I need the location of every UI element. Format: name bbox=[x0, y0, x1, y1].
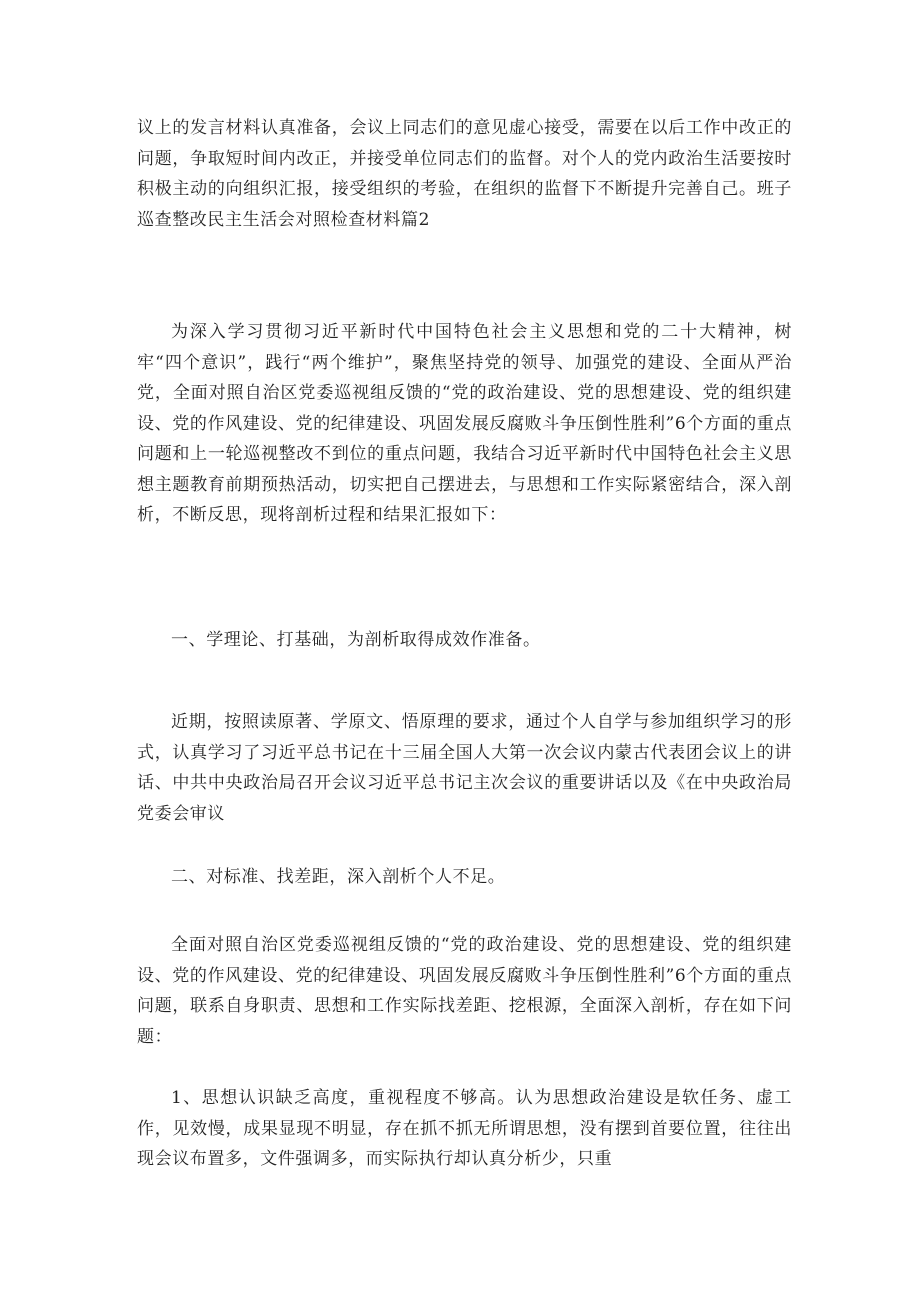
section-heading-1: 一、学理论、打基础，为剖析取得成效作准备。 bbox=[171, 630, 541, 650]
section-heading-2: 二、对标准、找差距，深入剖析个人不足。 bbox=[171, 867, 506, 887]
paragraph-problem-1: 1、思想认识缺乏高度，重视程度不够高。认为思想政治建设是软任务、虚工作，见效慢，成果显现不明显，存在抓不抓无所谓思想，没有摆到首要位置，往往出现会议布置多，文件强调多，而实际执行却认真分析少，只重 bbox=[137, 1088, 792, 1169]
paragraph-continuation: 议上的发言材料认真准备，会议上同志们的意见虚心接受，需要在以后工作中改正的问题，争取短时间内改正，并接受单位同志们的监督。对个人的党内政治生活要按时积极主动的向组织汇报，接受组织的考验，在组织的监督下不断提升完善自己。班子巡查整改民主生活会对照检查材料篇2 bbox=[137, 118, 792, 230]
paragraph-study: 近期，按照读原著、学原文、悟原理的要求，通过个人自学与参加组织学习的形式，认真学习了习近平总书记在十三届全国人大第一次会议内蒙古代表团会议上的讲话、中共中央政治局召开会议习近平总书记主次会议的重要讲话以及《在中央政治局党委会审议 bbox=[137, 712, 792, 824]
paragraph-intro: 为深入学习贯彻习近平新时代中国特色社会主义思想和党的二十大精神，树牢“四个意识”，践行“两个维护”，聚焦坚持党的领导、加强党的建设、全面从严治党，全面对照自治区党委巡视组反馈的“党的政治建设、党的思想建设、党的组织建设、党的作风建设、党的纪律建设、巩固发展反腐败斗争压倒性胜利”6个方面的重点问题和上一轮巡视整改不到位的重点问题，我结合习近平新时代中国特色社会主义思想主题教育前期预热活动，切实把自己摆进去，与思想和工作实际紧密结合，深入剖析，不断反思，现将剖析过程和结果汇报如下： bbox=[137, 322, 792, 525]
paragraph-problems-intro: 全面对照自治区党委巡视组反馈的“党的政治建设、党的思想建设、党的组织建设、党的作风建设、党的纪律建设、巩固发展反腐败斗争压倒性胜利”6个方面的重点问题，联系自身职责、思想和工作实际找差距、挖根源，全面深入剖析，存在如下问题： bbox=[137, 935, 792, 1047]
